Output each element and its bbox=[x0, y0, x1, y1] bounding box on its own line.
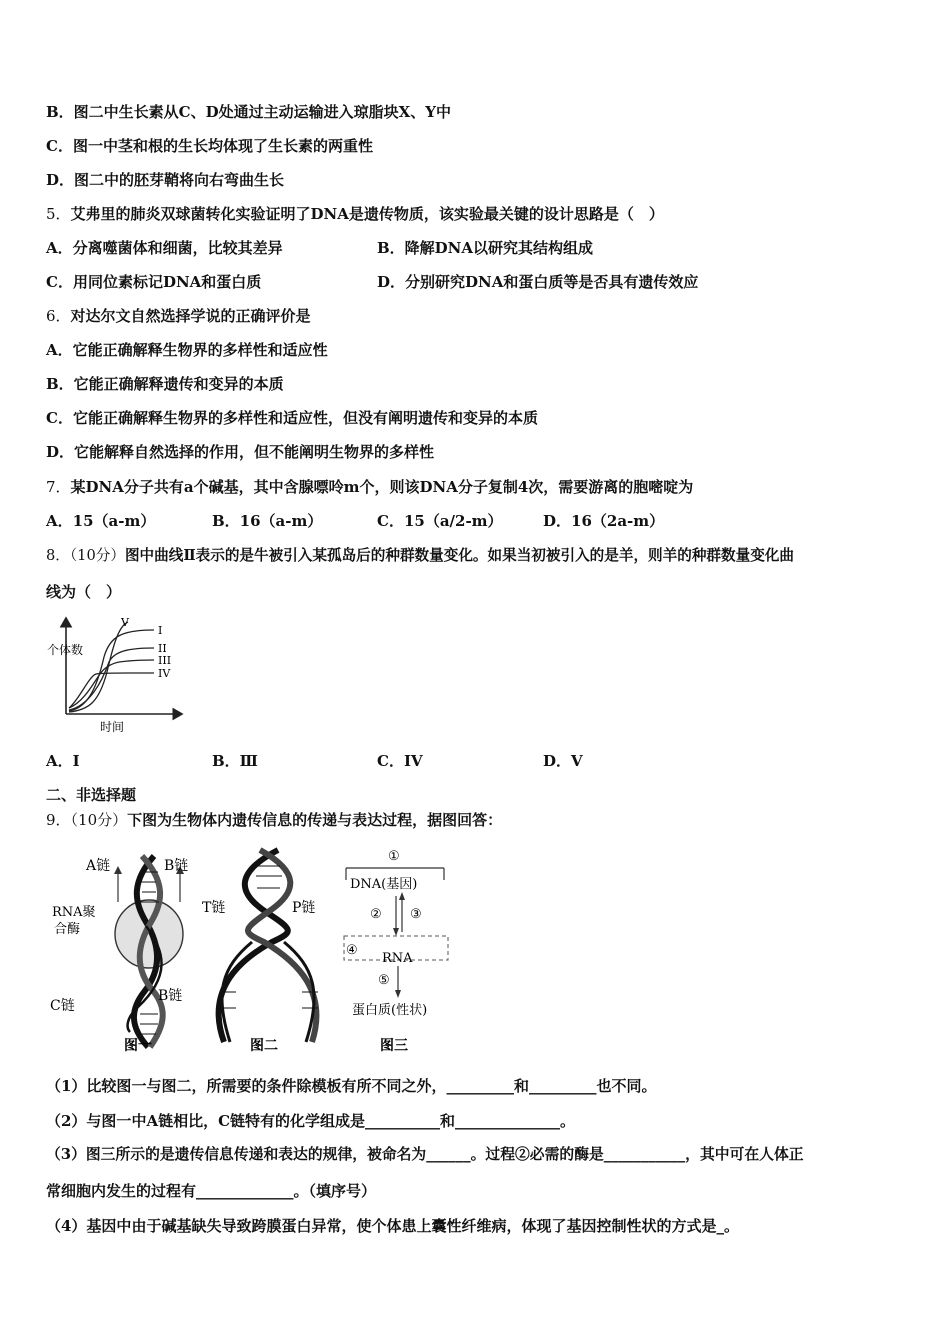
q8-option-a: A．I bbox=[46, 752, 80, 770]
q4-option-c: C．图一中茎和根的生长均体现了生长素的两重性 bbox=[46, 137, 373, 155]
q5-option-b: B．降解DNA以研究其结构组成 bbox=[377, 239, 594, 257]
q8-option-b: B．Ⅲ bbox=[212, 752, 258, 770]
label-chain-b-top: B链 bbox=[164, 858, 189, 874]
label-process-2: ② bbox=[370, 907, 382, 922]
q6-stem-text: 对达尔文自然选择学说的正确评价是 bbox=[70, 307, 311, 325]
q7-option-d: D．16（2a-m） bbox=[543, 512, 665, 530]
curve-label-iii: III bbox=[158, 654, 172, 667]
label-chain-a: A链 bbox=[86, 858, 111, 874]
q4-option-d: D．图二中的胚芽鞘将向右弯曲生长 bbox=[46, 171, 285, 189]
q6-option-d: D．它能解释自然选择的作用，但不能阐明生物界的多样性 bbox=[46, 443, 435, 461]
q5-option-c: C．用同位素标记DNA和蛋白质 bbox=[46, 273, 262, 291]
q9-subquestion-3-line-1: （3）图三所示的是遗传信息传递和表达的规律，被命名为______。过程②必需的酶是___________，其中可在人体正 bbox=[46, 1146, 804, 1163]
q8-option-c: C．IV bbox=[377, 752, 423, 770]
label-process-4: ④ bbox=[346, 943, 358, 958]
label-process-1: ① bbox=[388, 849, 400, 864]
label-process-3: ③ bbox=[410, 907, 422, 922]
x-axis-label: 时间 bbox=[100, 720, 125, 734]
curve-iii bbox=[69, 660, 154, 708]
figure-1-caption: 图一 bbox=[124, 1038, 152, 1054]
population-growth-figure bbox=[44, 612, 190, 736]
q5-number: 5． bbox=[46, 205, 71, 223]
q8-stem-line-2: 线为（ ） bbox=[46, 583, 122, 601]
q5-option-a: A．分离噬菌体和细菌，比较其差异 bbox=[46, 239, 283, 257]
q8-option-d: D．V bbox=[543, 752, 583, 770]
q8-stem-line-1 bbox=[46, 546, 794, 566]
curve-ii bbox=[69, 648, 154, 710]
curve-label-ii: II bbox=[158, 642, 167, 655]
figure-3-caption: 图三 bbox=[380, 1038, 408, 1054]
figure-1-transcription bbox=[50, 856, 188, 1054]
figure-2-replication bbox=[202, 850, 318, 1054]
q8-stem-text-1: 图中曲线Ⅱ表示的是牛被引入某孤岛后的种群数量变化。如果当初被引入的是羊，则羊的种群数量变化曲 bbox=[124, 547, 794, 564]
gene-expression-figure bbox=[46, 842, 458, 1058]
figure-3-central-dogma bbox=[344, 849, 448, 1054]
label-process-5: ⑤ bbox=[378, 973, 390, 988]
q9-score: （10分） bbox=[70, 811, 128, 829]
label-rna-polymerase-1: RNA聚 bbox=[52, 905, 96, 920]
q5-stem bbox=[46, 204, 664, 224]
q9-stem bbox=[46, 810, 502, 830]
label-chain-t: T链 bbox=[202, 900, 226, 916]
curve-label-i: I bbox=[158, 624, 163, 637]
q7-stem bbox=[46, 477, 693, 497]
label-dna-gene: DNA(基因) bbox=[350, 877, 418, 892]
q9-subquestion-4: （4）基因中由于碱基缺失导致跨膜蛋白异常，使个体患上囊性纤维病，体现了基因控制性状的方式是_。 bbox=[46, 1217, 739, 1235]
label-rna-polymerase-2: 合酶 bbox=[54, 922, 81, 937]
curve-label-iv: IV bbox=[158, 667, 171, 680]
q9-number: 9． bbox=[46, 811, 71, 829]
q8-number: 8． bbox=[46, 547, 70, 564]
y-axis-label: 个体数 bbox=[47, 643, 84, 657]
q6-option-a: A．它能正确解释生物界的多样性和适应性 bbox=[46, 341, 328, 359]
q6-stem bbox=[46, 306, 311, 326]
q9-subquestion-1: （1）比较图一与图二，所需要的条件除模板有所不同之外，_________和_________也不同。 bbox=[46, 1077, 657, 1095]
label-rna: RNA bbox=[382, 951, 413, 966]
label-chain-c: C链 bbox=[50, 998, 75, 1014]
q9-subquestion-2: （2）与图一中A链相比，C链特有的化学组成是__________和______________。 bbox=[46, 1112, 576, 1130]
q6-number: 6． bbox=[46, 307, 71, 325]
q5-option-d: D．分别研究DNA和蛋白质等是否具有遗传效应 bbox=[377, 273, 699, 291]
curve-iv bbox=[69, 673, 154, 708]
label-protein-trait: 蛋白质(性状) bbox=[352, 1003, 428, 1018]
q9-subquestion-3-line-2: 常细胞内发生的过程有_____________。（填序号） bbox=[46, 1182, 377, 1200]
q8-score: （10分） bbox=[69, 547, 125, 564]
q7-stem-text: 某DNA分子共有a个碱基，其中含腺嘌呤m个，则该DNA分子复制4次，需要游离的胞嘧啶为 bbox=[70, 478, 694, 496]
q4-option-b: B．图二中生长素从C、D处通过主动运输进入琼脂块X、Y中 bbox=[46, 103, 451, 121]
q6-option-c: C．它能正确解释生物界的多样性和适应性，但没有阐明遗传和变异的本质 bbox=[46, 409, 538, 427]
q7-number: 7． bbox=[46, 478, 71, 496]
q7-option-b: B．16（a-m） bbox=[212, 512, 323, 530]
section-2-heading: 二、非选择题 bbox=[46, 786, 137, 804]
q6-option-b: B．它能正确解释遗传和变异的本质 bbox=[46, 375, 284, 393]
label-chain-b-bottom: B链 bbox=[158, 988, 183, 1004]
q5-stem-text: 艾弗里的肺炎双球菌转化实验证明了DNA是遗传物质，该实验最关键的设计思路是（ ） bbox=[70, 205, 664, 223]
q9-stem-text: 下图为生物体内遗传信息的传递与表达过程，据图回答： bbox=[127, 811, 503, 829]
label-chain-p: P链 bbox=[292, 900, 316, 916]
q7-option-a: A．15（a-m） bbox=[46, 512, 156, 530]
q7-option-c: C．15（a/2-m） bbox=[377, 512, 503, 530]
figure-2-caption: 图二 bbox=[250, 1038, 278, 1054]
curve-label-v: V bbox=[121, 616, 129, 629]
